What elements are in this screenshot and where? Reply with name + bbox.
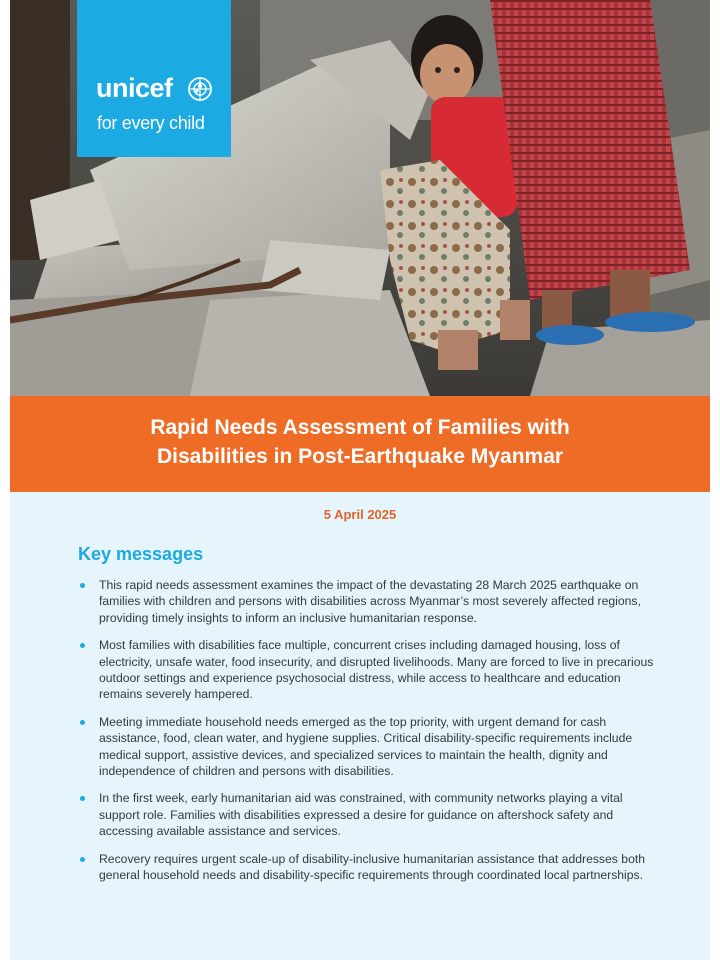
bullet-icon	[80, 796, 85, 801]
key-message-item	[78, 790, 658, 839]
key-message-text: Most families with disabilities face multiple, concurrent crises including damaged housing, loss of electricity, unsafe water, food insecurity, and disrupted livelihoods. Many are forced to live in precarious outdoor settings and experience psychosocial distress, while access to healthcare and education remains severely hampered.	[99, 638, 654, 702]
key-message-text: In the first week, early humanitarian aid was constrained, with community networks playing a vital support role. Families with disabilities expressed a desire for guidance on aftershock safety and accessing available assistance and services.	[99, 791, 623, 839]
key-messages-heading: Key messages	[78, 544, 204, 564]
bullet-icon	[80, 857, 85, 862]
key-messages-list	[78, 577, 658, 895]
key-message-item	[78, 577, 658, 626]
bullet-icon	[80, 583, 85, 588]
key-message-item	[78, 851, 658, 884]
logo-tagline: for every child	[97, 113, 205, 133]
title-banner	[10, 396, 710, 492]
logo-wordmark: unicef	[96, 73, 173, 103]
key-message-text: Meeting immediate household needs emerged as the top priority, with urgent demand for cash assistance, food, clean water, and hygiene supplies. Critical disability-specific requirements include medical support, assistive devices, and specialized services to maintain the health, dignity and independence of children and persons with disabilities.	[99, 714, 633, 779]
report-title-line-1: Rapid Needs Assessment of Families with	[150, 416, 570, 439]
key-message-text: This rapid needs assessment examines the impact of the devastating 28 March 2025 earthquake on families with children and persons with disabilities across Myanmar’s most severely affected regions, providing timely insights to inform an inclusive humanitarian response.	[99, 578, 641, 625]
bullet-icon	[80, 720, 85, 725]
unicef-logo	[77, 0, 231, 157]
key-message-item	[78, 714, 658, 780]
bullet-icon	[80, 643, 85, 648]
unicef-emblem-icon	[187, 76, 213, 102]
key-message-text: Recovery requires urgent scale-up of disability-inclusive humanitarian assistance that addresses both general household needs and disability-specific requirements through coordinated local partnerships.	[99, 851, 646, 883]
report-title-line-2: Disabilities in Post-Earthquake Myanmar	[156, 445, 564, 468]
key-message-item	[78, 637, 658, 703]
publication-date: 5 April 2025	[323, 507, 397, 522]
report-cover-page	[10, 0, 710, 960]
